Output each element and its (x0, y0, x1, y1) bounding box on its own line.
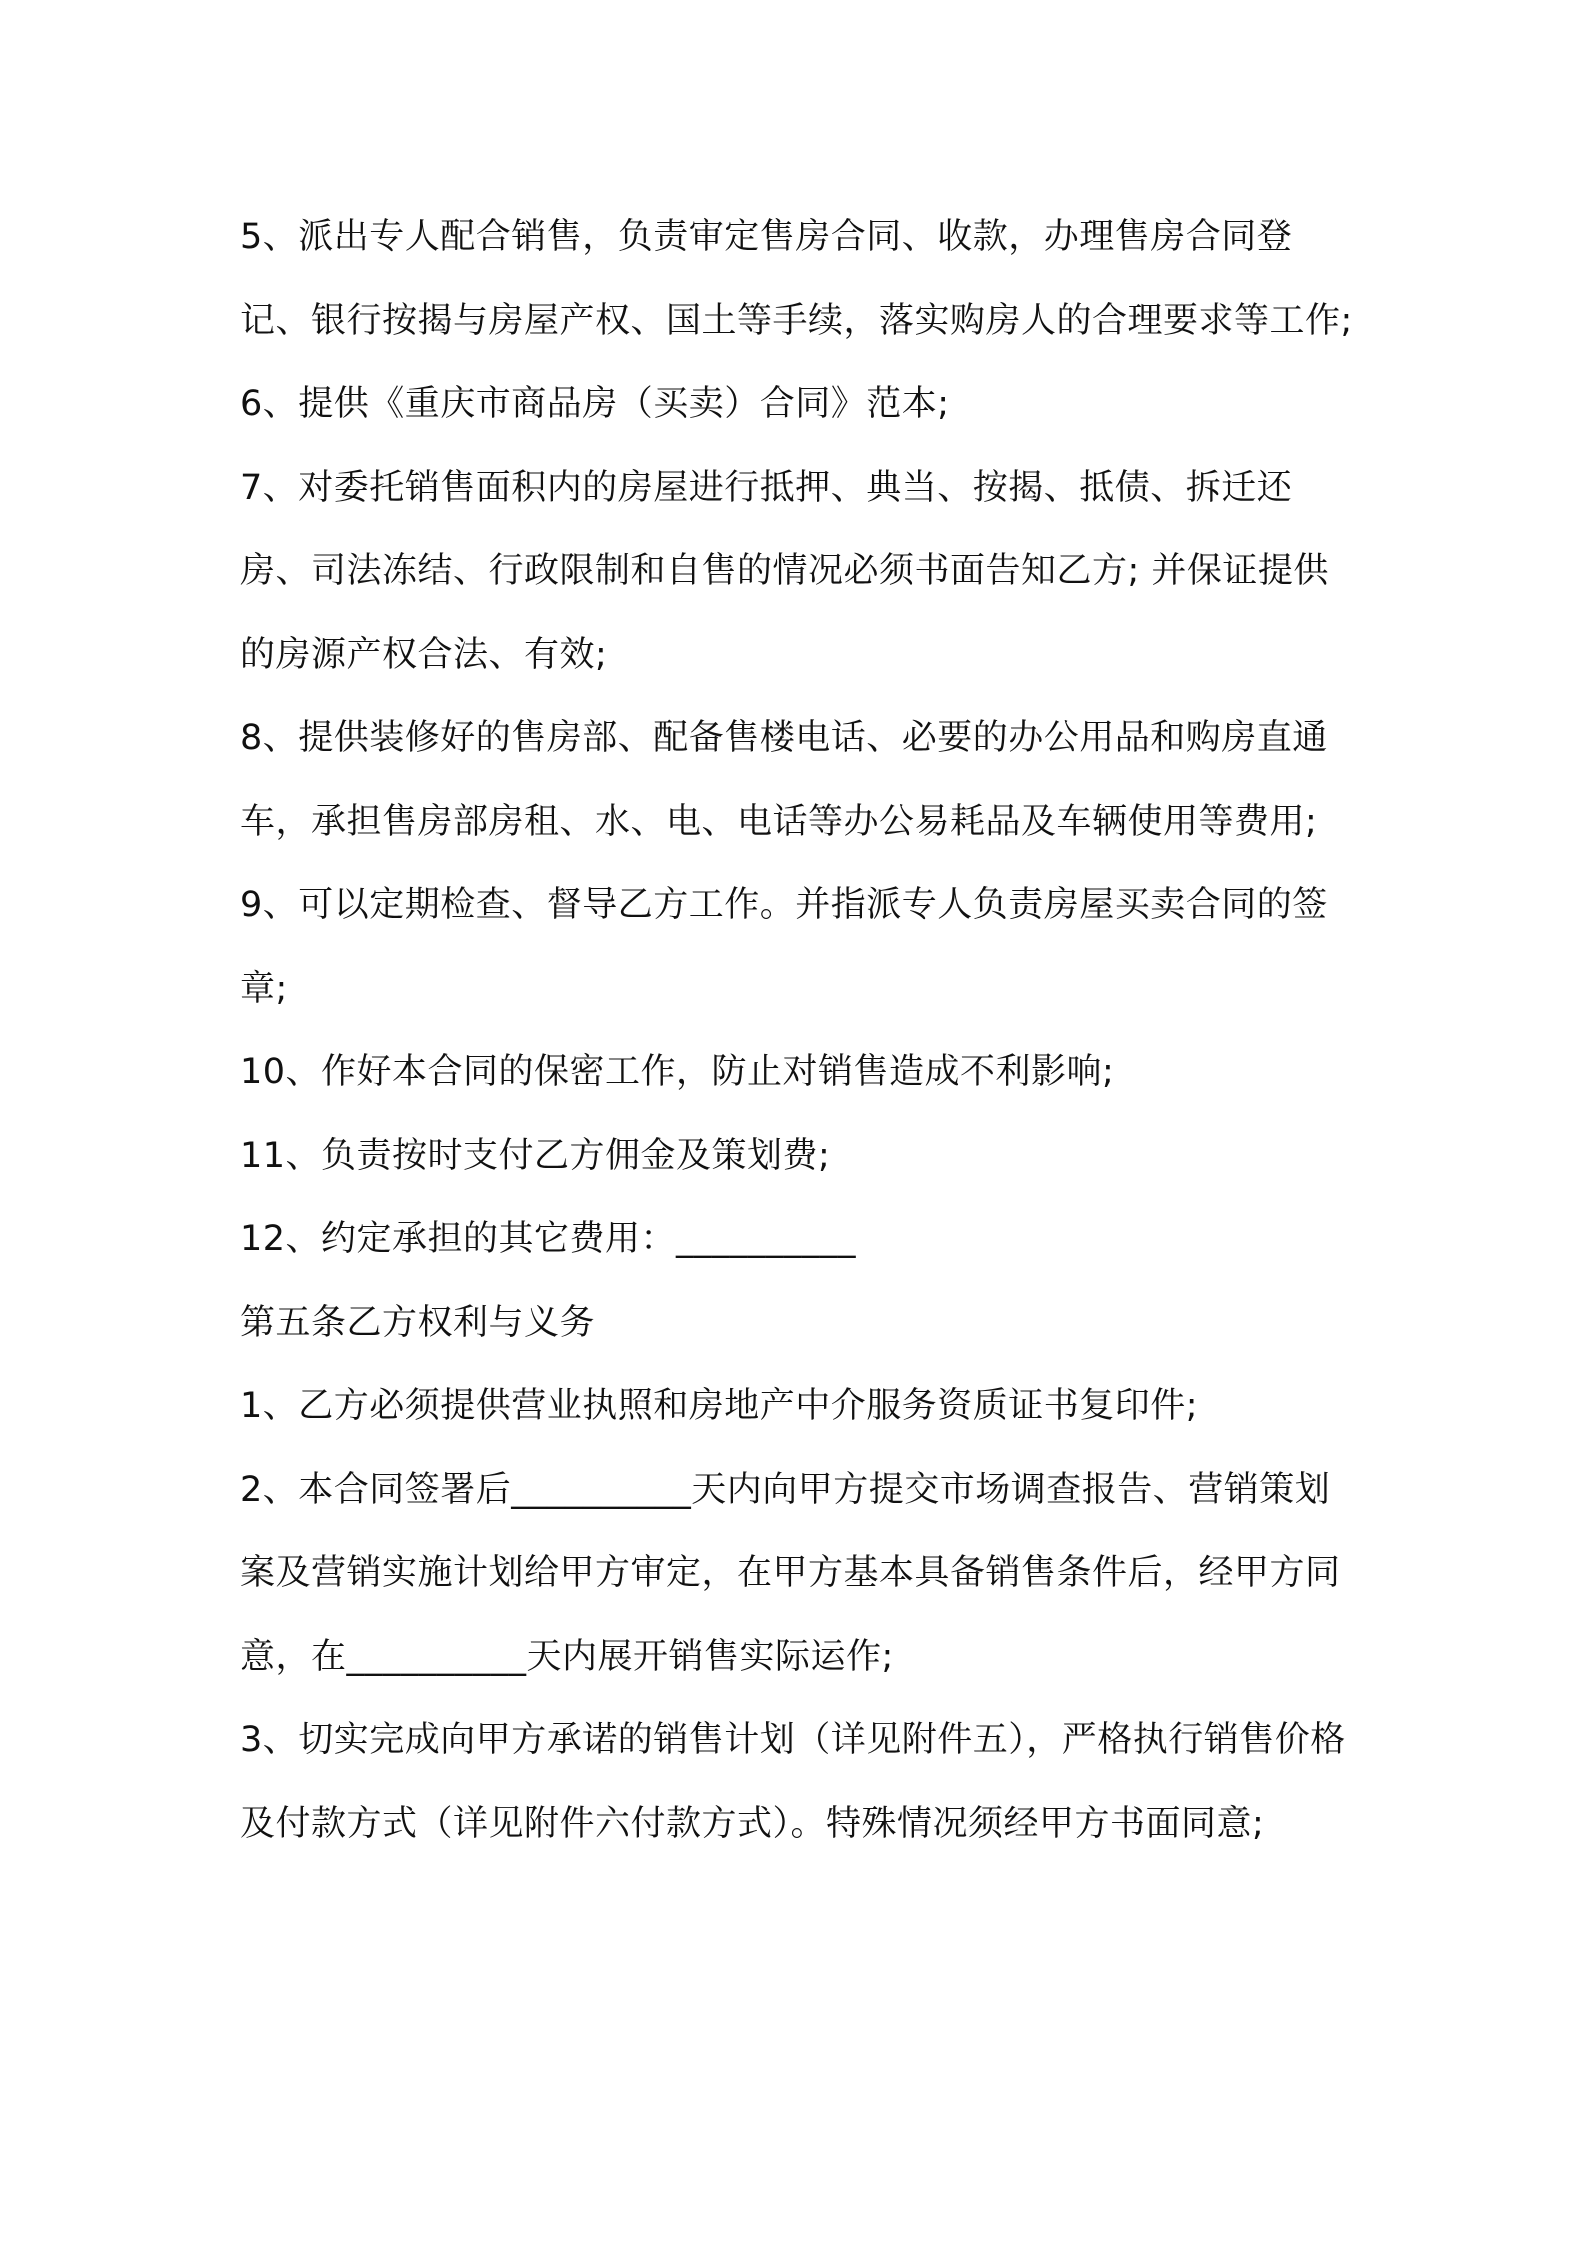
clause-9: 9、可以定期检查、督导乙方工作。并指派专人负责房屋买卖合同的签章; (240, 885, 1328, 1009)
document-body (240, 196, 1360, 1866)
clause-12: 12、约定承担的其它费用：__________ (240, 1219, 857, 1259)
party-b-clause-3: 3、切实完成向甲方承诺的销售计划（详见附件五），严格执行销售价格及付款方式（详见附件六付款方式）。特殊情况须经甲方书面同意; (240, 1720, 1346, 1844)
clause-7: 7、对委托销售面积内的房屋进行抵押、典当、按揭、抵债、拆迁还房、司法冻结、行政限制和自售的情况必须书面告知乙方; 并保证提供的房源产权合法、有效; (240, 467, 1329, 675)
clause-8: 8、提供装修好的售房部、配备售楼电话、必要的办公用品和购房直通车，承担售房部房租、水、电、电话等办公易耗品及车辆使用等费用; (240, 718, 1328, 842)
party-b-clause-1: 1、乙方必须提供营业执照和房地产中介服务资质证书复印件; (240, 1386, 1199, 1426)
article-5-heading: 第五条乙方权利与义务 (240, 1302, 596, 1343)
clause-10: 10、作好本合同的保密工作，防止对销售造成不利影响; (240, 1052, 1115, 1092)
clause-5: 5、派出专人配合销售，负责审定售房合同、收款，办理售房合同登记、银行按揭与房屋产权、国土等手续，落实购房人的合理要求等工作; (240, 217, 1353, 341)
party-b-clause-2: 2、本合同签署后__________天内向甲方提交市场调查报告、营销策划案及营销实施计划给甲方审定，在甲方基本具备销售条件后，经甲方同意，在__________天内展开销售实际运作; (240, 1469, 1341, 1677)
clause-11: 11、负责按时支付乙方佣金及策划费; (240, 1135, 831, 1176)
clause-6: 6、提供《重庆市商品房（买卖）合同》范本; (240, 384, 950, 424)
